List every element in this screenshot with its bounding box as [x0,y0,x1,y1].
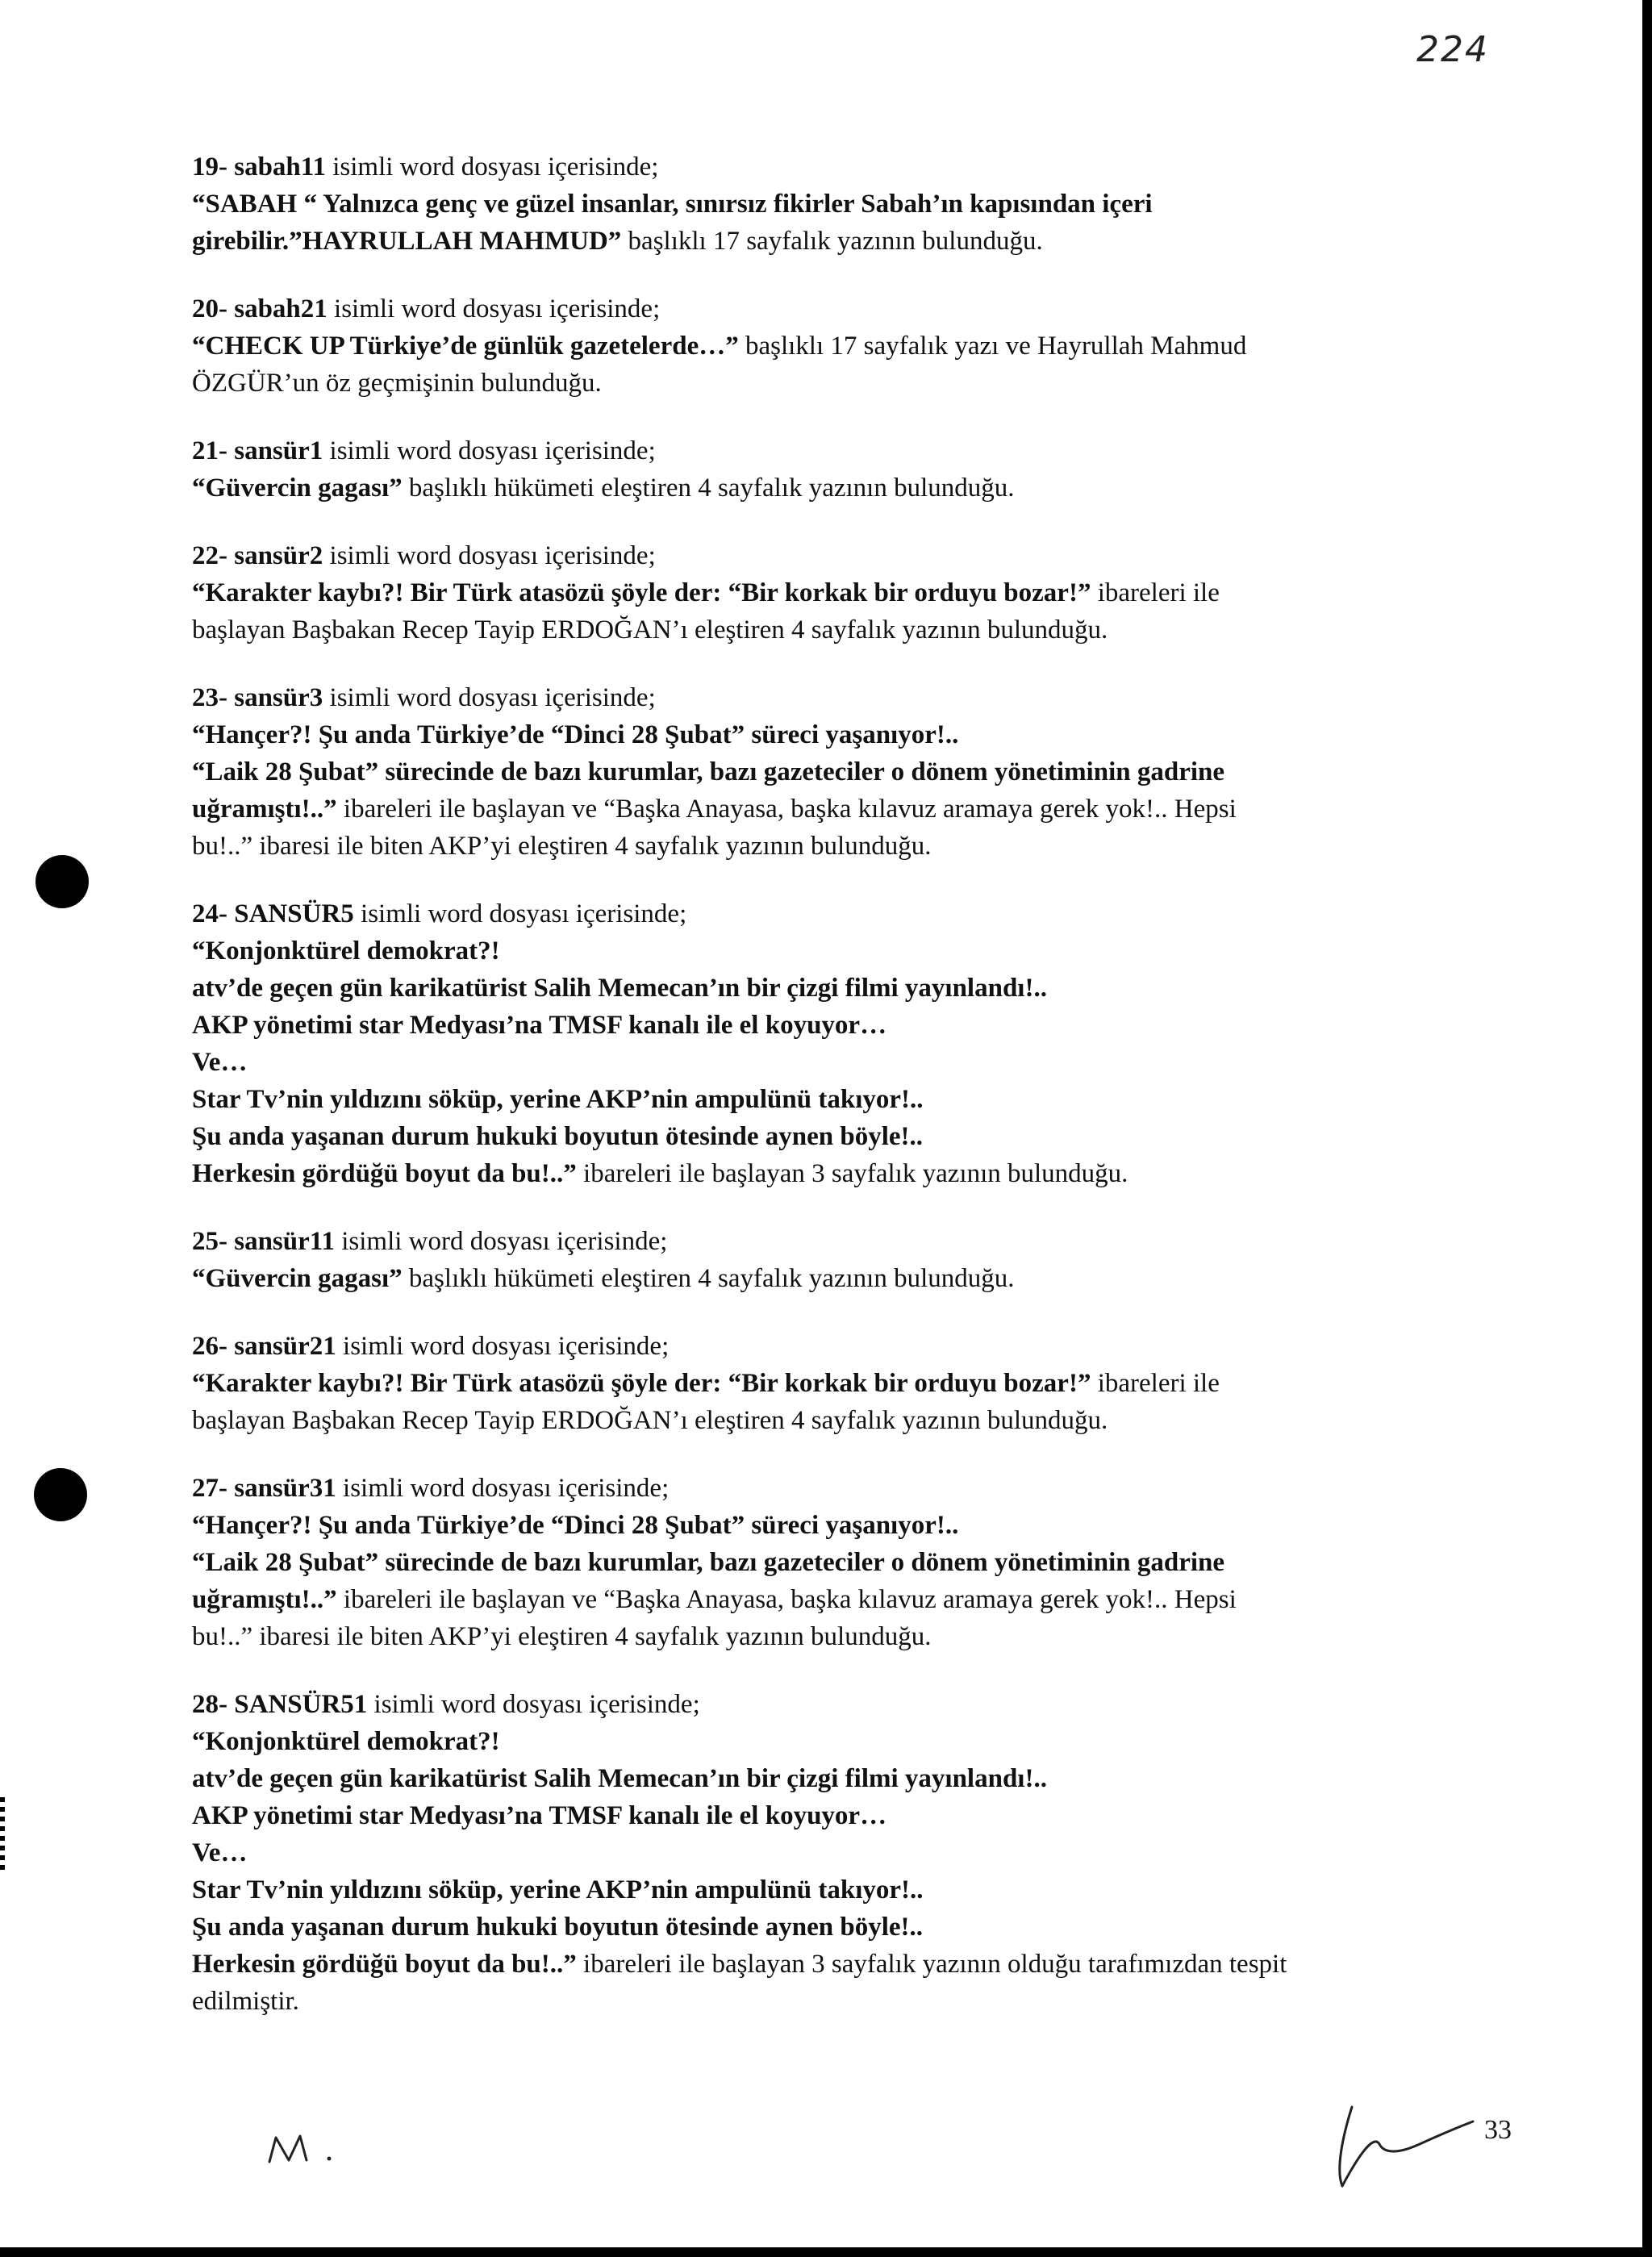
document-entry [192,290,1515,402]
plain-text: ibareleri ile başlayan ve “Başka Anayasa, başka kılavuz aramaya gerek yok!.. Hepsi [336,795,1237,824]
text-line [192,1155,1515,1192]
bold-text: 27- sansür31 [192,1474,336,1503]
plain-text: isimli word dosyası içerisinde; [336,1474,670,1503]
bold-text: AKP yönetimi star Medyası’na TMSF kanalı ile el koyuyor… [192,1801,887,1830]
text-line [192,327,1515,365]
plain-text: başlıklı 17 sayfalık yazının bulunduğu. [621,227,1043,256]
text-line [192,716,1515,753]
text-line [192,611,1515,649]
bold-text: 28- SANSÜR51 [192,1690,368,1719]
bold-text: Ve… [192,1048,248,1077]
document-entry [192,537,1515,649]
text-line [192,432,1515,469]
bold-text: 23- sansür3 [192,683,323,712]
bold-text: AKP yönetimi star Medyası’na TMSF kanalı ile el koyuyor… [192,1011,887,1040]
text-line [192,365,1515,402]
plain-text: ibareleri ile [1091,1369,1220,1398]
text-line [192,469,1515,507]
text-line [192,1544,1515,1581]
bold-text: atv’de geçen gün karikatürist Salih Memecan’ın bir çizgi filmi yayınlandı!.. [192,974,1047,1003]
handwritten-page-number: 224 [1416,29,1489,70]
bold-text: 22- sansür2 [192,541,323,570]
bold-text: 20- sabah21 [192,294,327,323]
text-line [192,1365,1515,1402]
bold-text: “Hançer?! Şu anda Türkiye’de “Dinci 28 Şubat” süreci yaşanıyor!.. [192,1511,959,1540]
text-line [192,970,1515,1007]
bold-text: “Güvercin gagası” [192,1264,403,1293]
document-entry [192,1470,1515,1655]
initials-mark [265,2120,353,2176]
plain-text: başlıklı 17 sayfalık yazı ve Hayrullah Mahmud [738,332,1247,361]
text-line [192,537,1515,574]
bold-text: 24- SANSÜR5 [192,899,354,928]
bold-text: 26- sansür21 [192,1332,336,1361]
plain-text: ibareleri ile [1091,578,1220,607]
bold-text: uğramıştı!..” [192,1585,337,1614]
text-line [192,679,1515,716]
plain-text: ibareleri ile başlayan 3 sayfalık yazının bulunduğu. [576,1159,1128,1188]
text-line [192,1909,1515,1946]
text-line [192,828,1515,865]
text-line [192,1470,1515,1507]
text-line [192,1797,1515,1834]
document-entry [192,1328,1515,1439]
plain-text: başlıklı hükümeti eleştiren 4 sayfalık yazının bulunduğu. [402,474,1015,503]
document-entry [192,148,1515,260]
plain-text: isimli word dosyası içerisinde; [353,899,687,928]
plain-text: başlıklı hükümeti eleştiren 4 sayfalık yazının bulunduğu. [402,1264,1015,1293]
text-line [192,1118,1515,1155]
text-line [192,148,1515,186]
text-line [192,1618,1515,1655]
bold-text: girebilir.”HAYRULLAH MAHMUD” [192,227,622,256]
bold-text: 25- sansür11 [192,1227,335,1256]
document-entry [192,1686,1515,2020]
plain-text: bu!..” ibaresi ile biten AKP’yi eleştiren 4 sayfalık yazının bulunduğu. [192,832,932,861]
text-line [192,753,1515,791]
plain-text: başlayan Başbakan Recep Tayip ERDOĞAN’ı eleştiren 4 sayfalık yazının bulunduğu. [192,615,1108,645]
bold-text: “CHECK UP Türkiye’de günlük gazetelerde…” [192,332,739,361]
bold-text: “Güvercin gagası” [192,474,403,503]
text-line [192,186,1515,223]
text-line [192,1946,1515,1983]
bold-text: 19- sabah11 [192,152,326,181]
bold-text: Ve… [192,1838,248,1867]
bold-text: “SABAH “ Yalnızca genç ve güzel insanlar, sınırsız fikirler Sabah’ın kapısından içeri [192,190,1153,219]
text-line [192,1834,1515,1871]
text-line [192,290,1515,327]
text-line [192,1760,1515,1797]
text-line [192,1507,1515,1544]
text-line [192,1260,1515,1297]
plain-text: ibareleri ile başlayan ve “Başka Anayasa, başka kılavuz aramaya gerek yok!.. Hepsi [336,1585,1237,1614]
text-line [192,1402,1515,1439]
text-line [192,223,1515,260]
bold-text: “Karakter kaybı?! Bir Türk atasözü şöyle der: “Bir korkak bir orduyu bozar!” [192,1369,1091,1398]
bold-text: “Laik 28 Şubat” sürecinde de bazı kurumlar, bazı gazeteciler o dönem yönetiminin gadrine [192,1548,1225,1577]
text-line [192,1007,1515,1044]
text-line [192,1328,1515,1365]
document-body [192,148,1515,2050]
bold-text: 21- sansür1 [192,436,323,465]
document-entry [192,432,1515,507]
bold-text: “Konjonktürel demokrat?! [192,937,500,966]
plain-text: isimli word dosyası içerisinde; [323,436,656,465]
plain-text: ÖZGÜR’un öz geçmişinin bulunduğu. [192,369,602,398]
document-entry [192,895,1515,1192]
signature [1331,2097,1492,2194]
plain-text: isimli word dosyası içerisinde; [323,683,656,712]
text-line [192,1871,1515,1909]
text-line [192,1983,1515,2020]
text-line [192,1723,1515,1760]
scan-edge-marks [0,1797,5,1871]
plain-text: isimli word dosyası içerisinde; [323,541,656,570]
plain-text: isimli word dosyası içerisinde; [327,294,661,323]
document-entry [192,679,1515,865]
bold-text: uğramıştı!..” [192,795,337,824]
text-line [192,791,1515,828]
plain-text: bu!..” ibaresi ile biten AKP’yi eleştiren 4 sayfalık yazının bulunduğu. [192,1622,932,1651]
bold-text: “Hançer?! Şu anda Türkiye’de “Dinci 28 Şubat” süreci yaşanıyor!.. [192,720,959,749]
bold-text: Herkesin gördüğü boyut da bu!..” [192,1950,577,1979]
page-number: 33 [1484,2115,1512,2145]
text-line [192,895,1515,932]
bold-text: “Karakter kaybı?! Bir Türk atasözü şöyle der: “Bir korkak bir orduyu bozar!” [192,578,1091,607]
text-line [192,932,1515,970]
scan-border-bottom [0,2247,1652,2257]
text-line [192,1686,1515,1723]
plain-text: isimli word dosyası içerisinde; [367,1690,700,1719]
document-entry [192,1223,1515,1297]
plain-text: isimli word dosyası içerisinde; [325,152,659,181]
plain-text: başlayan Başbakan Recep Tayip ERDOĞAN’ı eleştiren 4 sayfalık yazının bulunduğu. [192,1406,1108,1435]
bold-text: Star Tv’nin yıldızını söküp, yerine AKP’nin ampulünü takıyor!.. [192,1085,924,1114]
punch-hole [34,1468,87,1521]
text-line [192,1581,1515,1618]
scan-border-right [1642,0,1652,2257]
plain-text: isimli word dosyası içerisinde; [336,1332,670,1361]
plain-text: edilmiştir. [192,1987,299,2016]
text-line [192,1044,1515,1081]
bold-text: “Laik 28 Şubat” sürecinde de bazı kurumlar, bazı gazeteciler o dönem yönetiminin gadrine [192,757,1225,786]
text-line [192,1081,1515,1118]
bold-text: atv’de geçen gün karikatürist Salih Memecan’ın bir çizgi filmi yayınlandı!.. [192,1764,1047,1793]
bold-text: Star Tv’nin yıldızını söküp, yerine AKP’nin ampulünü takıyor!.. [192,1875,924,1904]
bold-text: Şu anda yaşanan durum hukuki boyutun ötesinde aynen böyle!.. [192,1122,924,1151]
bold-text: Herkesin gördüğü boyut da bu!..” [192,1159,577,1188]
text-line [192,1223,1515,1260]
bold-text: “Konjonktürel demokrat?! [192,1727,500,1756]
text-line [192,574,1515,611]
plain-text: ibareleri ile başlayan 3 sayfalık yazının olduğu tarafımızdan tespit [576,1950,1287,1979]
bold-text: Şu anda yaşanan durum hukuki boyutun ötesinde aynen böyle!.. [192,1913,924,1942]
punch-hole [35,855,89,908]
plain-text: isimli word dosyası içerisinde; [334,1227,668,1256]
